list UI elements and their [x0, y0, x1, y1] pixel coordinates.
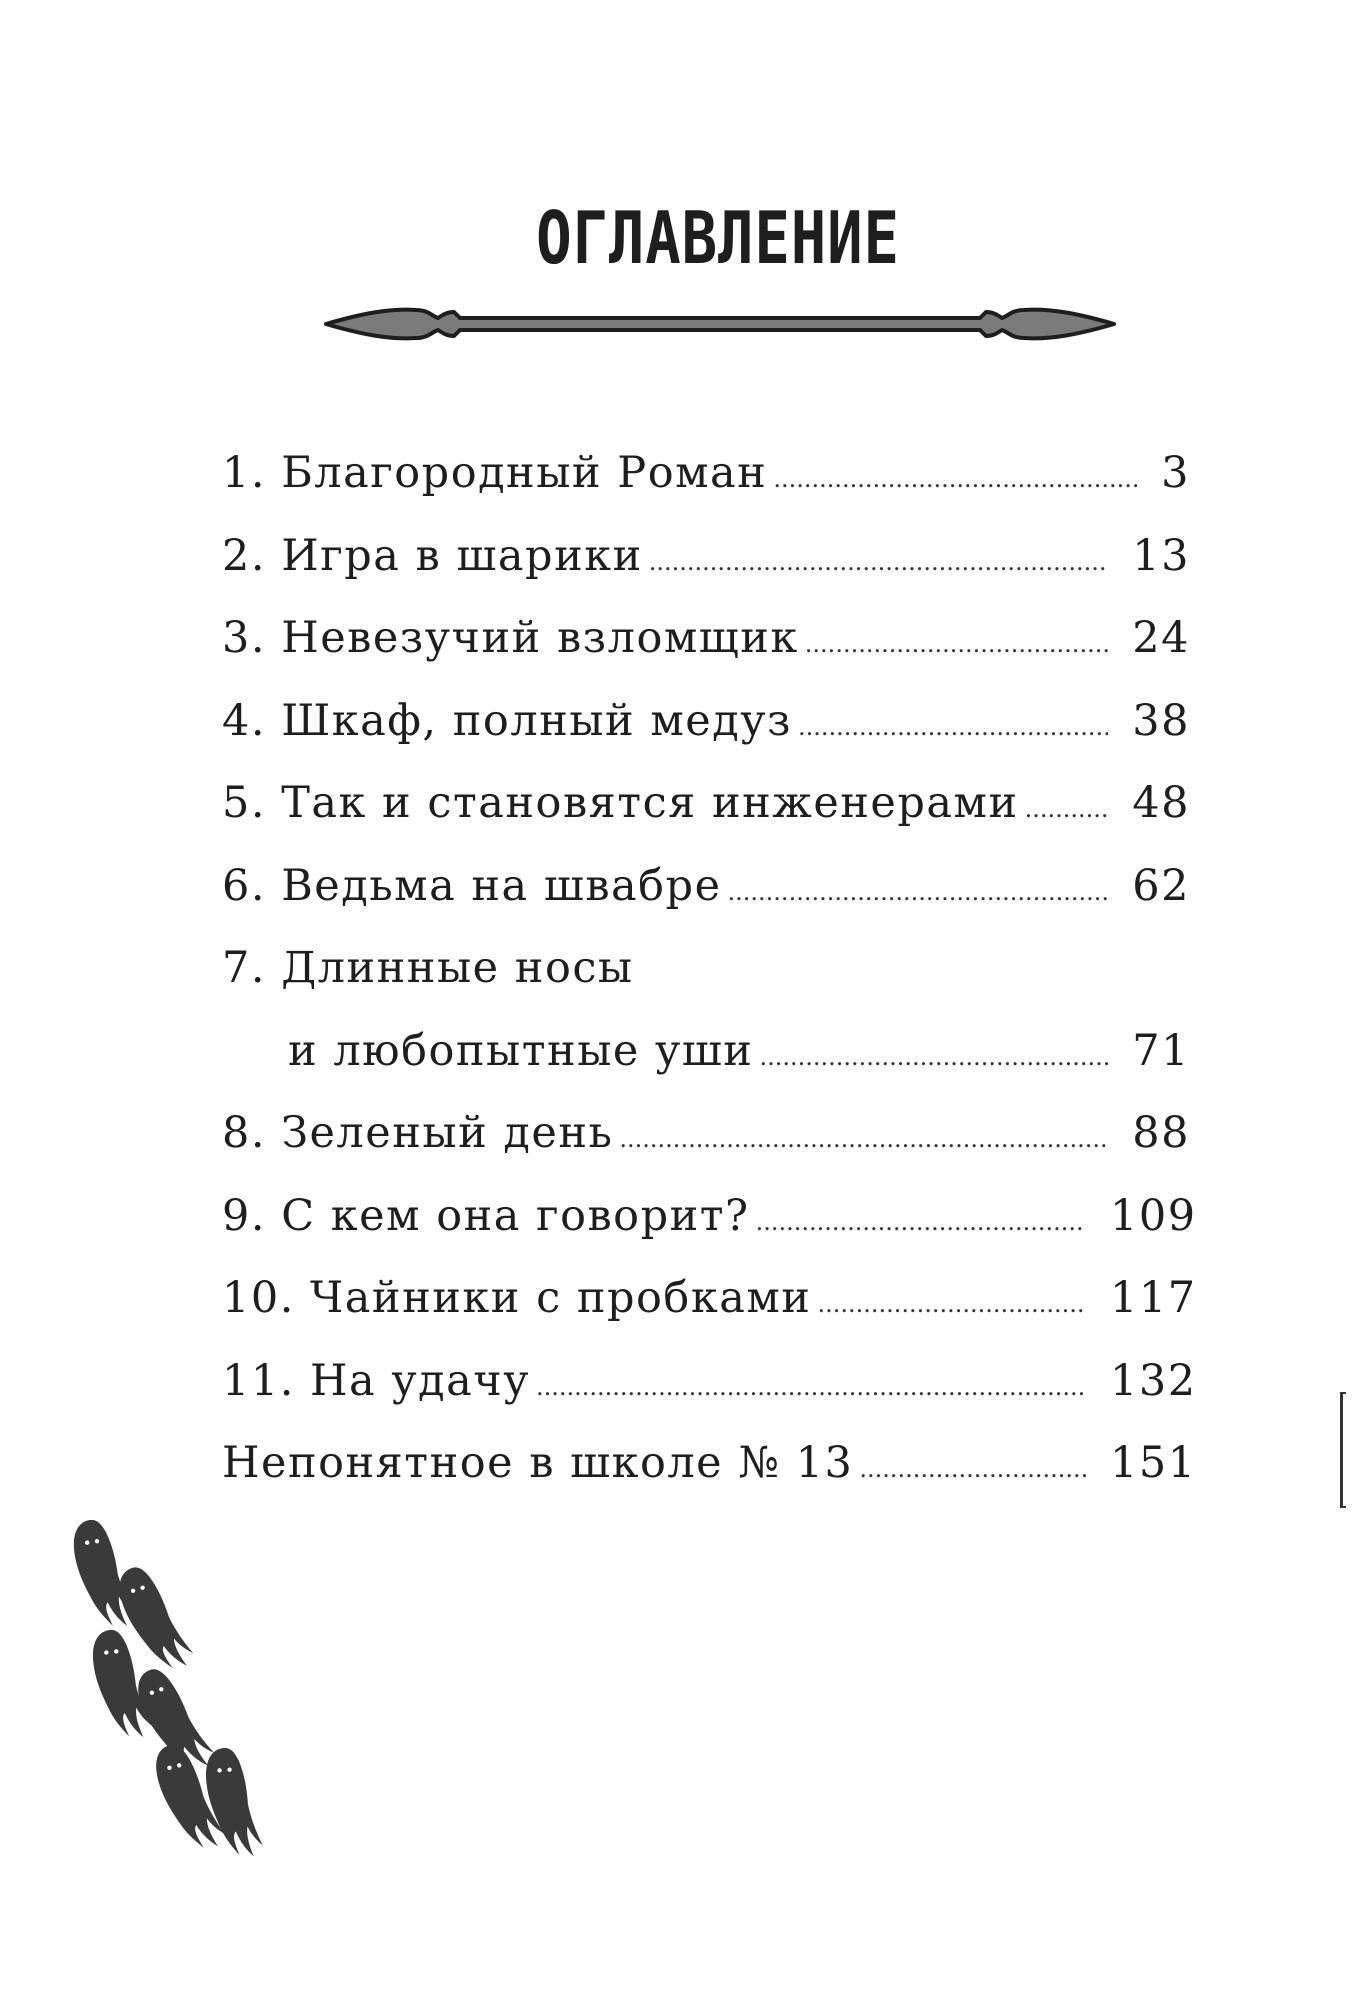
- toc-entry-title: 10. Чайники с пробками: [222, 1273, 812, 1323]
- toc-entry-title: 7. Длинные носы: [222, 943, 634, 993]
- toc-entry-page: 117: [1110, 1273, 1197, 1323]
- ghosts-illustration-icon: [70, 1520, 300, 1930]
- divider-ornament-icon: [320, 296, 1120, 352]
- toc-entry-title: 3. Невезучий взломщик: [222, 613, 799, 663]
- toc-entry-5[interactable]: [222, 778, 1190, 861]
- toc-entry-page: 13: [1132, 530, 1190, 581]
- toc-entry-title: 2. Игра в шарики: [222, 530, 643, 581]
- toc-entry-page: 71: [1132, 1025, 1190, 1076]
- toc-entry-1[interactable]: [222, 448, 1190, 531]
- toc-entry-title-continued: и любопытные уши: [288, 1025, 754, 1076]
- toc-entry-10[interactable]: [222, 1273, 1197, 1356]
- toc-entry-8[interactable]: [222, 1108, 1190, 1191]
- toc-entry-page: 62: [1132, 860, 1190, 911]
- toc-entry-12[interactable]: [222, 1438, 1197, 1521]
- dot-leader: [759, 1043, 1108, 1071]
- table-of-contents: [222, 448, 1197, 1521]
- page-edge-mark: [1340, 1392, 1346, 1508]
- toc-entry-page: 24: [1132, 613, 1190, 663]
- toc-entry-title: 6. Ведьма на швабре: [222, 860, 722, 911]
- toc-entry-title: 9. С кем она говорит?: [222, 1190, 750, 1241]
- toc-entry-page: 88: [1132, 1108, 1190, 1158]
- dot-leader: [817, 1290, 1086, 1318]
- toc-entry-title: Непонятное в школе № 13: [222, 1438, 854, 1488]
- toc-entry-11[interactable]: [222, 1355, 1197, 1439]
- page-title: ОГЛАВЛЕНИЕ: [536, 196, 900, 280]
- toc-entry-title: 4. Шкаф, полный медуз: [222, 695, 792, 746]
- dot-leader: [649, 548, 1109, 576]
- toc-entry-7-continued[interactable]: [222, 1026, 1190, 1109]
- toc-entry-page: 3: [1161, 448, 1190, 498]
- toc-entry-4[interactable]: [222, 696, 1190, 779]
- dot-leader: [859, 1455, 1086, 1483]
- toc-entry-title: 8. Зеленый день: [222, 1108, 614, 1158]
- toc-entry-2[interactable]: [222, 531, 1190, 614]
- toc-entry-page: 109: [1110, 1190, 1197, 1241]
- toc-entry-6[interactable]: [222, 861, 1190, 944]
- toc-entry-page: 38: [1132, 695, 1190, 746]
- toc-entry-page: 151: [1110, 1438, 1197, 1488]
- dot-leader: [619, 1125, 1108, 1153]
- toc-entry-title: 1. Благородный Роман: [222, 448, 768, 498]
- dot-leader: [805, 630, 1108, 658]
- toc-entry-9[interactable]: [222, 1190, 1197, 1274]
- toc-entry-3[interactable]: [222, 613, 1190, 696]
- toc-entry-page: 132: [1110, 1355, 1197, 1406]
- toc-entry-title: 5. Так и становятся инженерами: [222, 778, 1019, 828]
- dot-leader: [1025, 795, 1109, 823]
- toc-entry-page: 48: [1132, 778, 1190, 828]
- toc-entry-title: 11. На удачу: [222, 1355, 530, 1406]
- dot-leader: [756, 1208, 1086, 1236]
- dot-leader: [728, 878, 1109, 906]
- dot-leader: [798, 713, 1108, 741]
- toc-entry-7[interactable]: [222, 943, 1190, 1026]
- dot-leader: [536, 1373, 1086, 1401]
- dot-leader: [773, 465, 1137, 493]
